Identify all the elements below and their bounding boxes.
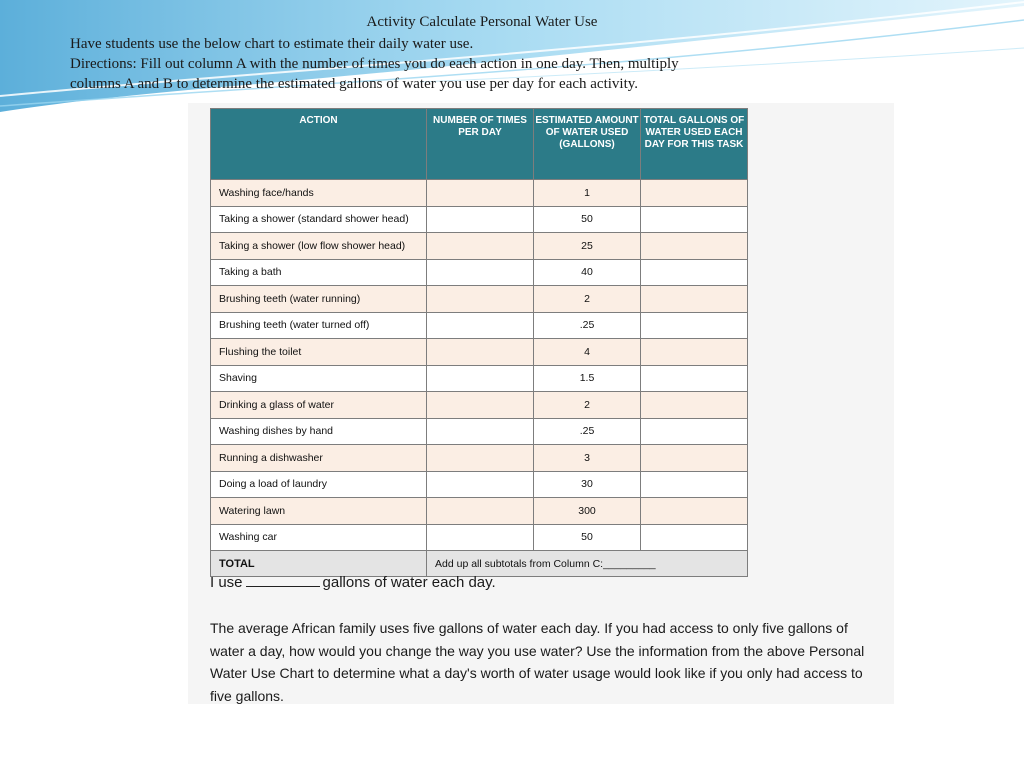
times-per-day-cell <box>427 471 534 498</box>
slide-instructions <box>70 34 790 94</box>
total-gallons-cell <box>641 471 748 498</box>
estimate-cell: 300 <box>534 498 641 525</box>
action-cell: Flushing the toilet <box>211 339 427 366</box>
estimate-cell: 3 <box>534 445 641 472</box>
table-header-row <box>211 109 748 180</box>
times-per-day-cell <box>427 339 534 366</box>
total-label: TOTAL <box>211 551 427 577</box>
times-per-day-cell <box>427 180 534 207</box>
use-prefix: I use <box>210 574 243 591</box>
table-row <box>211 365 748 392</box>
table-row <box>211 339 748 366</box>
table-row <box>211 392 748 419</box>
action-cell: Drinking a glass of water <box>211 392 427 419</box>
total-gallons-cell <box>641 259 748 286</box>
action-cell: Taking a bath <box>211 259 427 286</box>
total-gallons-cell <box>641 312 748 339</box>
estimate-cell: 1.5 <box>534 365 641 392</box>
times-per-day-cell <box>427 524 534 551</box>
times-per-day-cell <box>427 286 534 313</box>
estimate-cell: 50 <box>534 206 641 233</box>
instruction-line: columns A and B to determine the estimated gallons of water you use per day for each activity. <box>70 76 639 92</box>
action-cell: Brushing teeth (water running) <box>211 286 427 313</box>
total-row <box>211 551 748 577</box>
table-row <box>211 286 748 313</box>
table-row <box>211 471 748 498</box>
times-per-day-cell <box>427 233 534 260</box>
gallons-blank <box>246 586 320 587</box>
table-row <box>211 498 748 525</box>
action-cell: Taking a shower (standard shower head) <box>211 206 427 233</box>
times-per-day-cell <box>427 206 534 233</box>
header-estimated-amount: ESTIMATED AMOUNT OF WATER USED (GALLONS) <box>534 109 641 180</box>
action-cell: Brushing teeth (water turned off) <box>211 312 427 339</box>
estimate-cell: .25 <box>534 418 641 445</box>
times-per-day-cell <box>427 498 534 525</box>
slide-title: Activity Calculate Personal Water Use <box>366 14 598 30</box>
table-row <box>211 233 748 260</box>
table-row <box>211 259 748 286</box>
times-per-day-cell <box>427 418 534 445</box>
action-cell: Washing dishes by hand <box>211 418 427 445</box>
african-family-paragraph: The average African family uses five gallons of water each day. If you had access to only five gallons of water a day, how would you change the way you use water? Use the information from the above Personal Water Use Chart to determine what a day's worth of water usage would look like if you only had access to five gallons. <box>210 620 865 704</box>
table-row <box>211 445 748 472</box>
total-gallons-cell <box>641 233 748 260</box>
estimate-cell: 25 <box>534 233 641 260</box>
total-gallons-cell <box>641 206 748 233</box>
total-gallons-cell <box>641 498 748 525</box>
estimate-cell: 2 <box>534 392 641 419</box>
header-action: ACTION <box>211 109 427 180</box>
table-row <box>211 206 748 233</box>
total-gallons-cell <box>641 445 748 472</box>
total-gallons-cell <box>641 180 748 207</box>
estimate-cell: 50 <box>534 524 641 551</box>
estimate-cell: 2 <box>534 286 641 313</box>
instruction-line: Directions: Fill out column A with the number of times you do each action in one day. Then, multiply <box>70 56 679 72</box>
instruction-line: Have students use the below chart to estimate their daily water use. <box>70 36 474 52</box>
action-cell: Taking a shower (low flow shower head) <box>211 233 427 260</box>
total-gallons-cell <box>641 392 748 419</box>
times-per-day-cell <box>427 259 534 286</box>
total-note: Add up all subtotals from Column C:_________ <box>427 551 748 577</box>
header-times-per-day: NUMBER OF TIMES PER DAY <box>427 109 534 180</box>
estimate-cell: 4 <box>534 339 641 366</box>
table-row <box>211 312 748 339</box>
estimate-cell: .25 <box>534 312 641 339</box>
action-cell: Washing car <box>211 524 427 551</box>
table-row <box>211 180 748 207</box>
times-per-day-cell <box>427 365 534 392</box>
total-gallons-cell <box>641 286 748 313</box>
action-cell: Watering lawn <box>211 498 427 525</box>
total-gallons-cell <box>641 339 748 366</box>
worksheet-image <box>188 103 894 704</box>
table-row <box>211 418 748 445</box>
action-cell: Shaving <box>211 365 427 392</box>
water-use-table <box>210 108 748 577</box>
use-suffix: gallons of water each day. <box>322 574 496 591</box>
action-cell: Doing a load of laundry <box>211 471 427 498</box>
header-total-gallons: TOTAL GALLONS OF WATER USED EACH DAY FOR THIS TASK <box>641 109 748 180</box>
table-row <box>211 524 748 551</box>
times-per-day-cell <box>427 312 534 339</box>
total-gallons-cell <box>641 524 748 551</box>
gallons-per-day-line <box>210 574 880 591</box>
action-cell: Washing face/hands <box>211 180 427 207</box>
total-gallons-cell <box>641 418 748 445</box>
estimate-cell: 40 <box>534 259 641 286</box>
estimate-cell: 1 <box>534 180 641 207</box>
times-per-day-cell <box>427 392 534 419</box>
action-cell: Running a dishwasher <box>211 445 427 472</box>
total-gallons-cell <box>641 365 748 392</box>
estimate-cell: 30 <box>534 471 641 498</box>
times-per-day-cell <box>427 445 534 472</box>
